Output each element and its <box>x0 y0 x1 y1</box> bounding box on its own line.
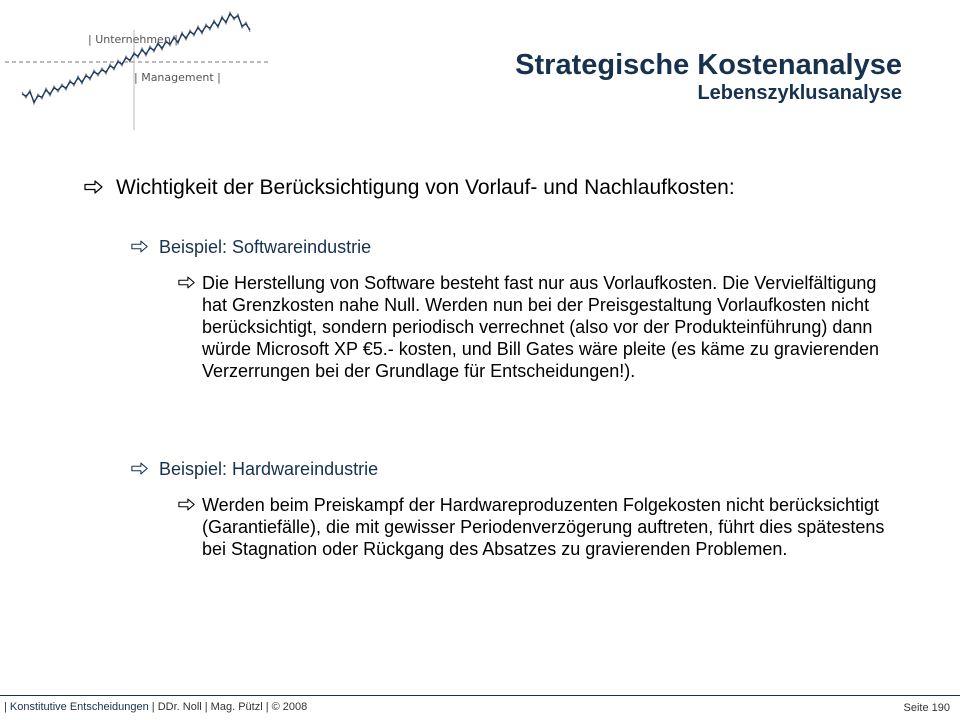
outline-right-arrow-icon <box>84 176 116 200</box>
logo <box>0 0 280 135</box>
footer-section: | Konstitutive Entscheidungen <box>4 701 149 713</box>
footer-authors: | DDr. Noll | Mag. Pützl | © 2008 <box>151 701 308 713</box>
page-subtitle: Lebenszyklusanalyse <box>697 82 902 104</box>
bullet-main-text: Wichtigkeit der Berücksichtigung von Vorlauf- und Nachlaufkosten: <box>116 176 735 199</box>
title-block <box>515 48 902 104</box>
footer-info <box>4 701 307 713</box>
example-1-text: Die Herstellung von Software besteht fast nur aus Vorlaufkosten. Die Vervielfältigung hat Grenzkosten nahe Null. Werden nun bei der Preisgestaltung Vorlaufkosten nicht berücksichtigt, sondern periodisch verrechnet (also vor der Produkteinführung) dann würde Microsoft XP €5.- kosten, und Bill Gates wäre pleite (es käme zu gravierenden Verzerrungen bei der Grundlage für Entscheidungen!). <box>202 273 879 381</box>
outline-right-arrow-icon <box>131 458 159 480</box>
example-2-text: Werden beim Preiskampf der Hardwareproduzenten Folgekosten nicht berücksichtigt (Garantiefälle), die mit gewisser Periodenverzögerung auftreten, führt dies spätestens bei Stagnation oder Rückgang des Absatzes zu gravierenden Problemen. <box>202 495 885 559</box>
footer <box>0 695 960 720</box>
stock-chart-logo-icon <box>0 0 280 135</box>
example-2-heading: Beispiel: Hardwareindustrie <box>159 459 379 479</box>
outline-right-arrow-icon <box>178 494 202 560</box>
bullet-example-1-text <box>178 272 890 382</box>
outline-right-arrow-icon <box>131 236 159 258</box>
bullet-main <box>84 176 744 200</box>
page-title: Strategische Kostenanalyse <box>515 49 902 81</box>
logo-label-bottom: | Management | <box>134 71 221 84</box>
logo-label-top: | Unternehmen | <box>88 33 179 46</box>
bullet-example-2 <box>131 458 731 480</box>
bullet-example-1 <box>131 236 731 258</box>
example-1-heading: Beispiel: Softwareindustrie <box>159 237 372 257</box>
outline-right-arrow-icon <box>178 272 202 382</box>
page-number: Seite 190 <box>903 702 950 714</box>
bullet-example-2-text <box>178 494 890 560</box>
